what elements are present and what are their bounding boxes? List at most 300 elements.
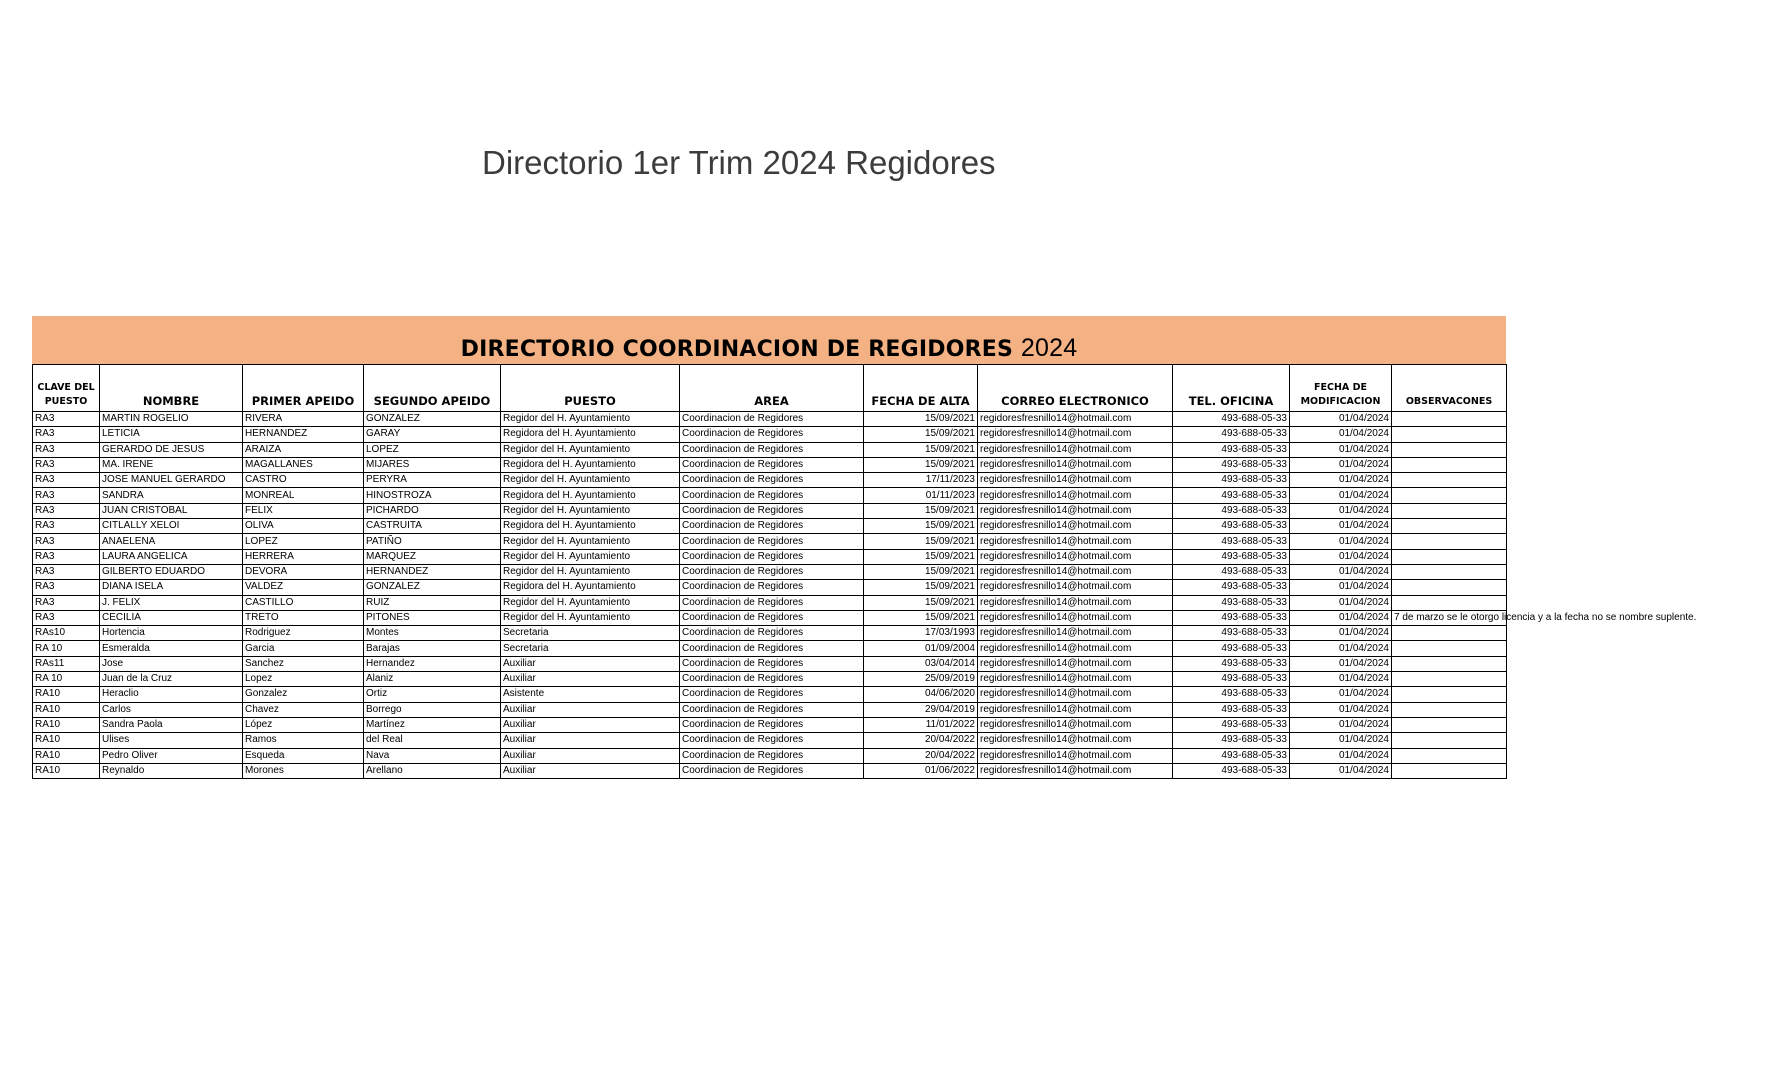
cell-nombre: ANAELENA [100, 534, 243, 549]
table-body [33, 412, 1697, 779]
cell-fecha-alta: 01/11/2023 [864, 488, 978, 503]
table-row [33, 412, 1507, 427]
cell-puesto: Auxiliar [501, 763, 680, 778]
cell-nombre: Juan de la Cruz [100, 672, 243, 687]
cell-segundo-apeido: PICHARDO [364, 503, 501, 518]
cell-area: Coordinacion de Regidores [680, 442, 864, 457]
cell-observaciones [1392, 717, 1507, 732]
cell-correo: regidoresfresnillo14@hotmail.com [978, 580, 1173, 595]
cell-clave: RA3 [33, 564, 100, 579]
cell-fecha-modificacion: 01/04/2024 [1290, 457, 1392, 472]
cell-observaciones [1392, 763, 1507, 778]
cell-correo: regidoresfresnillo14@hotmail.com [978, 564, 1173, 579]
cell-segundo-apeido: HINOSTROZA [364, 488, 501, 503]
cell-clave: RA10 [33, 687, 100, 702]
cell-nombre: Hortencia [100, 626, 243, 641]
cell-tel-oficina: 493-688-05-33 [1173, 473, 1290, 488]
cell-primer-apeido: Chavez [243, 702, 364, 717]
header-primer-apeido: PRIMER APEIDO [243, 365, 364, 412]
cell-tel-oficina: 493-688-05-33 [1173, 503, 1290, 518]
directory-table [32, 364, 1697, 779]
cell-correo: regidoresfresnillo14@hotmail.com [978, 549, 1173, 564]
cell-fecha-alta: 20/04/2022 [864, 733, 978, 748]
cell-primer-apeido: Gonzalez [243, 687, 364, 702]
cell-area: Coordinacion de Regidores [680, 595, 864, 610]
cell-fecha-alta: 11/01/2022 [864, 717, 978, 732]
table-row [33, 610, 1507, 625]
cell-area: Coordinacion de Regidores [680, 549, 864, 564]
cell-area: Coordinacion de Regidores [680, 626, 864, 641]
cell-puesto: Regidor del H. Ayuntamiento [501, 412, 680, 427]
cell-primer-apeido: LOPEZ [243, 534, 364, 549]
table-row [33, 626, 1507, 641]
cell-tel-oficina: 493-688-05-33 [1173, 549, 1290, 564]
cell-correo: regidoresfresnillo14@hotmail.com [978, 488, 1173, 503]
cell-puesto: Regidor del H. Ayuntamiento [501, 442, 680, 457]
table-row [33, 702, 1507, 717]
cell-segundo-apeido: RUIZ [364, 595, 501, 610]
cell-puesto: Auxiliar [501, 717, 680, 732]
cell-primer-apeido: MAGALLANES [243, 457, 364, 472]
cell-primer-apeido: DEVORA [243, 564, 364, 579]
table-row [33, 534, 1507, 549]
cell-observaciones [1392, 412, 1507, 427]
cell-fecha-alta: 01/09/2004 [864, 641, 978, 656]
cell-fecha-modificacion: 01/04/2024 [1290, 473, 1392, 488]
cell-correo: regidoresfresnillo14@hotmail.com [978, 503, 1173, 518]
cell-primer-apeido: Garcia [243, 641, 364, 656]
cell-fecha-modificacion: 01/04/2024 [1290, 733, 1392, 748]
cell-observaciones [1392, 503, 1507, 518]
cell-correo: regidoresfresnillo14@hotmail.com [978, 442, 1173, 457]
directory-banner [32, 316, 1506, 364]
cell-puesto: Regidor del H. Ayuntamiento [501, 503, 680, 518]
cell-segundo-apeido: MIJARES [364, 457, 501, 472]
cell-segundo-apeido: GONZALEZ [364, 412, 501, 427]
cell-fecha-modificacion: 01/04/2024 [1290, 519, 1392, 534]
cell-observaciones [1392, 534, 1507, 549]
cell-segundo-apeido: Hernandez [364, 656, 501, 671]
cell-fecha-modificacion: 01/04/2024 [1290, 763, 1392, 778]
cell-puesto: Auxiliar [501, 702, 680, 717]
cell-segundo-apeido: HERNANDEZ [364, 564, 501, 579]
cell-clave: RA3 [33, 595, 100, 610]
cell-segundo-apeido: del Real [364, 733, 501, 748]
cell-area: Coordinacion de Regidores [680, 672, 864, 687]
cell-observaciones [1392, 626, 1507, 641]
cell-fecha-alta: 15/09/2021 [864, 549, 978, 564]
cell-area: Coordinacion de Regidores [680, 641, 864, 656]
cell-nombre: MARTIN ROGELIO [100, 412, 243, 427]
cell-nombre: CECILIA [100, 610, 243, 625]
cell-fecha-alta: 15/09/2021 [864, 595, 978, 610]
cell-segundo-apeido: LOPEZ [364, 442, 501, 457]
cell-puesto: Regidor del H. Ayuntamiento [501, 564, 680, 579]
cell-correo: regidoresfresnillo14@hotmail.com [978, 656, 1173, 671]
cell-segundo-apeido: Borrego [364, 702, 501, 717]
cell-observaciones [1392, 549, 1507, 564]
cell-tel-oficina: 493-688-05-33 [1173, 564, 1290, 579]
cell-area: Coordinacion de Regidores [680, 748, 864, 763]
table-row [33, 488, 1507, 503]
cell-clave: RA3 [33, 580, 100, 595]
cell-area: Coordinacion de Regidores [680, 519, 864, 534]
cell-segundo-apeido: Arellano [364, 763, 501, 778]
cell-primer-apeido: MONREAL [243, 488, 364, 503]
cell-clave: RA 10 [33, 641, 100, 656]
cell-nombre: J. FELIX [100, 595, 243, 610]
cell-correo: regidoresfresnillo14@hotmail.com [978, 534, 1173, 549]
cell-primer-apeido: TRETO [243, 610, 364, 625]
cell-observaciones [1392, 564, 1507, 579]
cell-correo: regidoresfresnillo14@hotmail.com [978, 702, 1173, 717]
cell-fecha-alta: 15/09/2021 [864, 519, 978, 534]
cell-fecha-alta: 03/04/2014 [864, 656, 978, 671]
cell-fecha-modificacion: 01/04/2024 [1290, 595, 1392, 610]
cell-area: Coordinacion de Regidores [680, 488, 864, 503]
cell-tel-oficina: 493-688-05-33 [1173, 442, 1290, 457]
cell-area: Coordinacion de Regidores [680, 473, 864, 488]
cell-area: Coordinacion de Regidores [680, 427, 864, 442]
cell-observaciones [1392, 702, 1507, 717]
cell-puesto: Auxiliar [501, 672, 680, 687]
cell-nombre: Esmeralda [100, 641, 243, 656]
cell-segundo-apeido: GONZALEZ [364, 580, 501, 595]
cell-observaciones [1392, 672, 1507, 687]
cell-puesto: Secretaria [501, 641, 680, 656]
table-row [33, 580, 1507, 595]
cell-clave: RA3 [33, 412, 100, 427]
cell-area: Coordinacion de Regidores [680, 717, 864, 732]
cell-tel-oficina: 493-688-05-33 [1173, 763, 1290, 778]
cell-clave: RA3 [33, 549, 100, 564]
cell-area: Coordinacion de Regidores [680, 610, 864, 625]
cell-tel-oficina: 493-688-05-33 [1173, 595, 1290, 610]
cell-fecha-alta: 17/03/1993 [864, 626, 978, 641]
cell-tel-oficina: 493-688-05-33 [1173, 717, 1290, 732]
cell-area: Coordinacion de Regidores [680, 733, 864, 748]
cell-primer-apeido: Rodriguez [243, 626, 364, 641]
cell-area: Coordinacion de Regidores [680, 457, 864, 472]
cell-fecha-alta: 15/09/2021 [864, 564, 978, 579]
header-tel-oficina: TEL. OFICINA [1173, 365, 1290, 412]
cell-area: Coordinacion de Regidores [680, 580, 864, 595]
cell-tel-oficina: 493-688-05-33 [1173, 580, 1290, 595]
cell-segundo-apeido: PERYRA [364, 473, 501, 488]
cell-tel-oficina: 493-688-05-33 [1173, 427, 1290, 442]
cell-clave: RA3 [33, 442, 100, 457]
cell-tel-oficina: 493-688-05-33 [1173, 702, 1290, 717]
cell-nombre: LETICIA [100, 427, 243, 442]
cell-fecha-alta: 15/09/2021 [864, 457, 978, 472]
cell-primer-apeido: Lopez [243, 672, 364, 687]
header-area: AREA [680, 365, 864, 412]
cell-correo: regidoresfresnillo14@hotmail.com [978, 473, 1173, 488]
cell-puesto: Auxiliar [501, 656, 680, 671]
cell-primer-apeido: CASTILLO [243, 595, 364, 610]
table-row [33, 549, 1507, 564]
cell-puesto: Regidor del H. Ayuntamiento [501, 473, 680, 488]
cell-fecha-modificacion: 01/04/2024 [1290, 672, 1392, 687]
cell-correo: regidoresfresnillo14@hotmail.com [978, 733, 1173, 748]
cell-fecha-modificacion: 01/04/2024 [1290, 687, 1392, 702]
header-puesto: PUESTO [501, 365, 680, 412]
cell-correo: regidoresfresnillo14@hotmail.com [978, 595, 1173, 610]
cell-fecha-modificacion: 01/04/2024 [1290, 610, 1392, 625]
cell-observaciones [1392, 656, 1507, 671]
cell-segundo-apeido: PITONES [364, 610, 501, 625]
cell-segundo-apeido: Martínez [364, 717, 501, 732]
cell-puesto: Regidor del H. Ayuntamiento [501, 610, 680, 625]
cell-correo: regidoresfresnillo14@hotmail.com [978, 519, 1173, 534]
cell-nombre: LAURA ANGELICA [100, 549, 243, 564]
cell-fecha-alta: 15/09/2021 [864, 534, 978, 549]
cell-observaciones [1392, 595, 1507, 610]
cell-correo: regidoresfresnillo14@hotmail.com [978, 457, 1173, 472]
cell-nombre: DIANA ISELA [100, 580, 243, 595]
cell-correo: regidoresfresnillo14@hotmail.com [978, 748, 1173, 763]
cell-puesto: Regidora del H. Ayuntamiento [501, 580, 680, 595]
cell-puesto: Auxiliar [501, 748, 680, 763]
table-row [33, 763, 1507, 778]
cell-segundo-apeido: MARQUEZ [364, 549, 501, 564]
table-row [33, 427, 1507, 442]
cell-primer-apeido: Esqueda [243, 748, 364, 763]
cell-primer-apeido: HERNANDEZ [243, 427, 364, 442]
cell-nombre: Ulises [100, 733, 243, 748]
header-observaciones: OBSERVACONES [1392, 365, 1507, 412]
cell-correo: regidoresfresnillo14@hotmail.com [978, 427, 1173, 442]
table-row [33, 656, 1507, 671]
cell-puesto: Asistente [501, 687, 680, 702]
cell-fecha-alta: 01/06/2022 [864, 763, 978, 778]
cell-primer-apeido: Ramos [243, 733, 364, 748]
cell-observaciones [1392, 733, 1507, 748]
cell-fecha-alta: 15/09/2021 [864, 412, 978, 427]
cell-primer-apeido: ARAIZA [243, 442, 364, 457]
cell-clave: RA10 [33, 717, 100, 732]
cell-fecha-alta: 15/09/2021 [864, 442, 978, 457]
cell-observaciones [1392, 580, 1507, 595]
cell-fecha-modificacion: 01/04/2024 [1290, 580, 1392, 595]
header-fecha-alta: FECHA DE ALTA [864, 365, 978, 412]
cell-fecha-modificacion: 01/04/2024 [1290, 717, 1392, 732]
cell-area: Coordinacion de Regidores [680, 412, 864, 427]
cell-observaciones [1392, 442, 1507, 457]
cell-correo: regidoresfresnillo14@hotmail.com [978, 626, 1173, 641]
cell-correo: regidoresfresnillo14@hotmail.com [978, 641, 1173, 656]
table-row [33, 473, 1507, 488]
cell-segundo-apeido: CASTRUITA [364, 519, 501, 534]
cell-fecha-modificacion: 01/04/2024 [1290, 549, 1392, 564]
directory-sheet [32, 316, 1697, 779]
cell-tel-oficina: 493-688-05-33 [1173, 534, 1290, 549]
cell-puesto: Regidor del H. Ayuntamiento [501, 534, 680, 549]
cell-puesto: Secretaria [501, 626, 680, 641]
cell-tel-oficina: 493-688-05-33 [1173, 656, 1290, 671]
header-clave: CLAVE DEL PUESTO [33, 365, 100, 412]
cell-observaciones [1392, 687, 1507, 702]
cell-puesto: Regidora del H. Ayuntamiento [501, 427, 680, 442]
cell-primer-apeido: OLIVA [243, 519, 364, 534]
cell-clave: RA10 [33, 748, 100, 763]
cell-tel-oficina: 493-688-05-33 [1173, 412, 1290, 427]
cell-nombre: SANDRA [100, 488, 243, 503]
table-row [33, 641, 1507, 656]
cell-nombre: GILBERTO EDUARDO [100, 564, 243, 579]
table-row [33, 519, 1507, 534]
cell-segundo-apeido: PATIÑO [364, 534, 501, 549]
cell-tel-oficina: 493-688-05-33 [1173, 488, 1290, 503]
cell-segundo-apeido: Ortiz [364, 687, 501, 702]
header-nombre: NOMBRE [100, 365, 243, 412]
cell-segundo-apeido: Barajas [364, 641, 501, 656]
cell-puesto: Regidora del H. Ayuntamiento [501, 519, 680, 534]
cell-area: Coordinacion de Regidores [680, 687, 864, 702]
cell-clave: RA 10 [33, 672, 100, 687]
cell-primer-apeido: VALDEZ [243, 580, 364, 595]
cell-tel-oficina: 493-688-05-33 [1173, 687, 1290, 702]
cell-puesto: Regidor del H. Ayuntamiento [501, 549, 680, 564]
cell-puesto: Auxiliar [501, 733, 680, 748]
header-correo: CORREO ELECTRONICO [978, 365, 1173, 412]
cell-tel-oficina: 493-688-05-33 [1173, 748, 1290, 763]
cell-clave: RAs10 [33, 626, 100, 641]
cell-fecha-modificacion: 01/04/2024 [1290, 626, 1392, 641]
cell-nombre: MA. IRENE [100, 457, 243, 472]
table-row [33, 717, 1507, 732]
cell-nombre: CITLALLY XELOI [100, 519, 243, 534]
cell-tel-oficina: 493-688-05-33 [1173, 626, 1290, 641]
cell-primer-apeido: CASTRO [243, 473, 364, 488]
cell-nombre: JUAN CRISTOBAL [100, 503, 243, 518]
cell-fecha-alta: 20/04/2022 [864, 748, 978, 763]
cell-fecha-modificacion: 01/04/2024 [1290, 564, 1392, 579]
cell-observaciones [1392, 473, 1507, 488]
cell-tel-oficina: 493-688-05-33 [1173, 733, 1290, 748]
cell-clave: RA10 [33, 733, 100, 748]
cell-fecha-modificacion: 01/04/2024 [1290, 641, 1392, 656]
cell-correo: regidoresfresnillo14@hotmail.com [978, 687, 1173, 702]
cell-correo: regidoresfresnillo14@hotmail.com [978, 610, 1173, 625]
cell-primer-apeido: RIVERA [243, 412, 364, 427]
cell-observaciones [1392, 457, 1507, 472]
cell-clave: RA3 [33, 534, 100, 549]
cell-area: Coordinacion de Regidores [680, 503, 864, 518]
cell-nombre: Pedro Oliver [100, 748, 243, 763]
cell-clave: RA3 [33, 473, 100, 488]
cell-correo: regidoresfresnillo14@hotmail.com [978, 672, 1173, 687]
cell-correo: regidoresfresnillo14@hotmail.com [978, 717, 1173, 732]
cell-primer-apeido: López [243, 717, 364, 732]
cell-segundo-apeido: Montes [364, 626, 501, 641]
cell-nombre: GERARDO DE JESUS [100, 442, 243, 457]
cell-clave: RAs11 [33, 656, 100, 671]
table-row [33, 672, 1507, 687]
cell-fecha-alta: 25/09/2019 [864, 672, 978, 687]
cell-area: Coordinacion de Regidores [680, 534, 864, 549]
cell-nombre: Sandra Paola [100, 717, 243, 732]
cell-primer-apeido: HERRERA [243, 549, 364, 564]
table-row [33, 748, 1507, 763]
table-row [33, 595, 1507, 610]
cell-tel-oficina: 493-688-05-33 [1173, 457, 1290, 472]
banner-year: 2024 [1020, 334, 1078, 362]
table-row [33, 442, 1507, 457]
cell-fecha-alta: 15/09/2021 [864, 503, 978, 518]
cell-nombre: Reynaldo [100, 763, 243, 778]
cell-area: Coordinacion de Regidores [680, 656, 864, 671]
cell-clave: RA3 [33, 610, 100, 625]
cell-fecha-alta: 29/04/2019 [864, 702, 978, 717]
cell-area: Coordinacion de Regidores [680, 763, 864, 778]
table-row [33, 503, 1507, 518]
cell-fecha-modificacion: 01/04/2024 [1290, 534, 1392, 549]
header-segundo-apeido: SEGUNDO APEIDO [364, 365, 501, 412]
cell-puesto: Regidora del H. Ayuntamiento [501, 488, 680, 503]
cell-nombre: Jose [100, 656, 243, 671]
cell-puesto: Regidor del H. Ayuntamiento [501, 595, 680, 610]
cell-observaciones [1392, 748, 1507, 763]
header-fecha-modificacion: FECHA DE MODIFICACION [1290, 365, 1392, 412]
cell-observaciones: 7 de marzo se le otorgo licencia y a la fecha no se nombre suplente. [1392, 610, 1507, 625]
cell-correo: regidoresfresnillo14@hotmail.com [978, 763, 1173, 778]
table-row [33, 733, 1507, 748]
cell-clave: RA3 [33, 519, 100, 534]
cell-clave: RA10 [33, 763, 100, 778]
cell-fecha-alta: 15/09/2021 [864, 610, 978, 625]
cell-fecha-modificacion: 01/04/2024 [1290, 748, 1392, 763]
cell-clave: RA3 [33, 488, 100, 503]
cell-observaciones [1392, 488, 1507, 503]
cell-tel-oficina: 493-688-05-33 [1173, 672, 1290, 687]
banner-title: DIRECTORIO COORDINACION DE REGIDORES [460, 337, 1014, 362]
cell-fecha-modificacion: 01/04/2024 [1290, 427, 1392, 442]
cell-segundo-apeido: Nava [364, 748, 501, 763]
cell-tel-oficina: 493-688-05-33 [1173, 610, 1290, 625]
cell-fecha-modificacion: 01/04/2024 [1290, 442, 1392, 457]
cell-clave: RA3 [33, 457, 100, 472]
cell-fecha-alta: 15/09/2021 [864, 580, 978, 595]
table-row [33, 457, 1507, 472]
cell-clave: RA3 [33, 427, 100, 442]
cell-observaciones [1392, 641, 1507, 656]
cell-observaciones [1392, 519, 1507, 534]
cell-fecha-alta: 17/11/2023 [864, 473, 978, 488]
cell-observaciones [1392, 427, 1507, 442]
cell-clave: RA3 [33, 503, 100, 518]
cell-fecha-modificacion: 01/04/2024 [1290, 656, 1392, 671]
cell-area: Coordinacion de Regidores [680, 564, 864, 579]
cell-primer-apeido: Morones [243, 763, 364, 778]
cell-fecha-modificacion: 01/04/2024 [1290, 503, 1392, 518]
cell-segundo-apeido: Alaniz [364, 672, 501, 687]
cell-fecha-modificacion: 01/04/2024 [1290, 412, 1392, 427]
cell-area: Coordinacion de Regidores [680, 702, 864, 717]
cell-fecha-alta: 15/09/2021 [864, 427, 978, 442]
table-row [33, 687, 1507, 702]
cell-nombre: JOSE MANUEL GERARDO [100, 473, 243, 488]
cell-fecha-modificacion: 01/04/2024 [1290, 702, 1392, 717]
cell-puesto: Regidora del H. Ayuntamiento [501, 457, 680, 472]
cell-correo: regidoresfresnillo14@hotmail.com [978, 412, 1173, 427]
cell-primer-apeido: Sanchez [243, 656, 364, 671]
page-title: Directorio 1er Trim 2024 Regidores [482, 144, 996, 181]
cell-fecha-modificacion: 01/04/2024 [1290, 488, 1392, 503]
cell-primer-apeido: FELIX [243, 503, 364, 518]
cell-fecha-alta: 04/06/2020 [864, 687, 978, 702]
cell-tel-oficina: 493-688-05-33 [1173, 641, 1290, 656]
